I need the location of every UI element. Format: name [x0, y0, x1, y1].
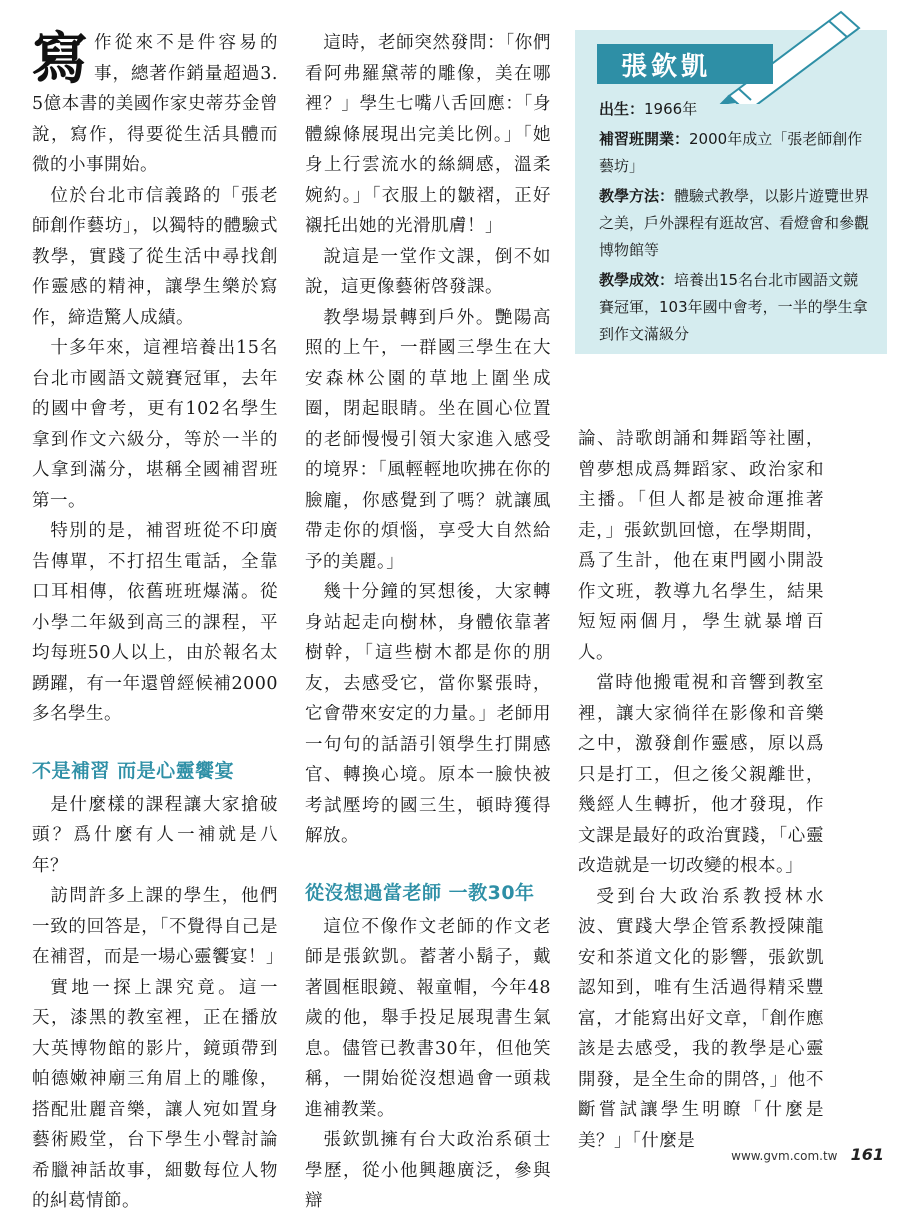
- drop-cap: 寫: [32, 26, 89, 92]
- paragraph: 說這是一堂作文課，倒不如說，這更像藝術啓發課。: [305, 246, 551, 297]
- paragraph: 特別的是，補習班從不印廣告傳單，不打招生電話，全靠口耳相傳，依舊班班爆滿。從小學二年級到高三的課程，平均每班50人以上，由於報名太踴躍，有一年還曾經候補2000多名學生。: [32, 521, 278, 724]
- profile-facts: [599, 96, 871, 351]
- paragraph: 幾十分鐘的冥想後，大家轉身站起走向樹林，身體依靠著樹幹，「這些樹木都是你的朋友，去感受它，當你緊張時，它會帶來安定的力量。」老師用一句句的話語引領學生打開感官、轉換心境。原本一臉快被考試壓垮的國三生，頓時獲得解放。: [305, 582, 551, 846]
- paragraph: 論、詩歌朗誦和舞蹈等社團，曾夢想成爲舞蹈家、政治家和主播。「但人都是被命運推著走，」張欽凱回憶，在學期間，爲了生計，他在東門國小開設作文班，教導九名學生，結果短短兩個月，學生就暴增百人。: [578, 429, 824, 663]
- paragraph: 寫作從來不是件容易的事，總著作銷量超過3.5億本書的美國作家史蒂芬金曾說，寫作，得要從生活具體而微的小事開始。: [32, 26, 278, 175]
- section-heading: 不是補習 而是心靈饗宴: [32, 759, 235, 782]
- paragraph: 位於台北市信義路的「張老師創作藝坊」，以獨特的體驗式教學，實踐了從生活中尋找創作靈感的精神，讓學生樂於寫作，締造驚人成績。: [32, 185, 278, 328]
- fact-results: 教學成效：培養出15名台北市國語文競賽冠軍，103年國中會考，一半的學生拿到作文滿級分: [599, 271, 868, 343]
- fact-birth: 出生：1966年: [599, 100, 698, 118]
- section-heading: 從沒想過當老師 一教30年: [305, 881, 535, 904]
- page-footer: [731, 1145, 884, 1164]
- fact-method: 教學方法：體驗式教學，以影片遊覽世界之美，戶外課程有逛故宮、看燈會和參觀博物館等: [599, 187, 870, 259]
- article-column-1: [32, 26, 284, 1217]
- paragraph: 受到台大政治系教授林水波、實踐大學企管系教授陳龍安和茶道文化的影響，張欽凱認知到，唯有生活過得精采豐富，才能寫出好文章，「創作應該是去感受，我的教學是心靈開發，是全生命的開啓，」他不斷嘗試讓學生明瞭「什麼是美？」「什麼是: [578, 886, 824, 1151]
- paragraph: 十多年來，這裡培養出15名台北市國語文競賽冠軍，去年的國中會考，更有102名學生拿到作文六級分，等於一半的人拿到滿分，堪稱全國補習班第一。: [32, 338, 278, 511]
- article-column-3: [578, 424, 824, 1156]
- paragraph: 教學場景轉到戶外。艷陽高照的上午，一群國三學生在大安森林公園的草地上圍坐成圈，閉起眼睛。坐在圓心位置的老師慢慢引領大家進入感受的境界：「風輕輕地吹拂在你的臉龐，你感覺到了嗎？就讓風帶走你的煩惱，享受大自然給予的美麗。」: [305, 307, 551, 572]
- fact-opening: 補習班開業：2000年成立「張老師創作藝坊」: [599, 130, 863, 175]
- profile-name: 張欽凱: [597, 44, 773, 84]
- paragraph: 這位不像作文老師的作文老師是張欽凱。蓄著小鬍子，戴著圓框眼鏡、報童帽，今年48歲的他，舉手投足展現書生氣息。儘管已教書30年，但他笑稱，一開始從沒想過會一頭栽進補教業。: [305, 916, 551, 1120]
- paragraph: 訪問許多上課的學生，他們一致的回答是，「不覺得自己是在補習，而是一場心靈饗宴！」: [32, 886, 284, 967]
- paragraph: 這時，老師突然發問：「你們看阿弗羅黛蒂的雕像，美在哪裡？」學生七嘴八舌回應：「身體線條展現出完美比例。」「她身上行雲流水的絲綢感，溫柔婉約。」「衣服上的皺褶，正好襯托出她的光滑肌膚！」: [305, 33, 551, 236]
- profile-sidebar: [575, 30, 887, 354]
- paragraph: 實地一探上課究竟。這一天，漆黑的教室裡，正在播放大英博物館的影片，鏡頭帶到帕德嫩神廟三角眉上的雕像，搭配壯麗音樂，讓人宛如置身藝術殿堂，台下學生小聲討論希臘神話故事，細數每位人物的糾葛情節。: [32, 977, 278, 1211]
- article-column-2: [305, 28, 551, 1217]
- paragraph: 當時他搬電視和音響到教室裡，讓大家徜徉在影像和音樂之中，激發創作靈感，原以爲只是打工，但之後父親離世，幾經人生轉折，他才發現，作文課是最好的政治實踐，「心靈改造就是一切改變的根本。」: [578, 673, 824, 876]
- paragraph: 是什麼樣的課程讓大家搶破頭？爲什麼有人一補就是八年？: [32, 794, 278, 876]
- page-number: 161: [850, 1145, 884, 1164]
- footer-url[interactable]: www.gvm.com.tw: [731, 1149, 838, 1163]
- paragraph: 張欽凱擁有台大政治系碩士學歷，從小他興趣廣泛，參與辯: [305, 1130, 551, 1211]
